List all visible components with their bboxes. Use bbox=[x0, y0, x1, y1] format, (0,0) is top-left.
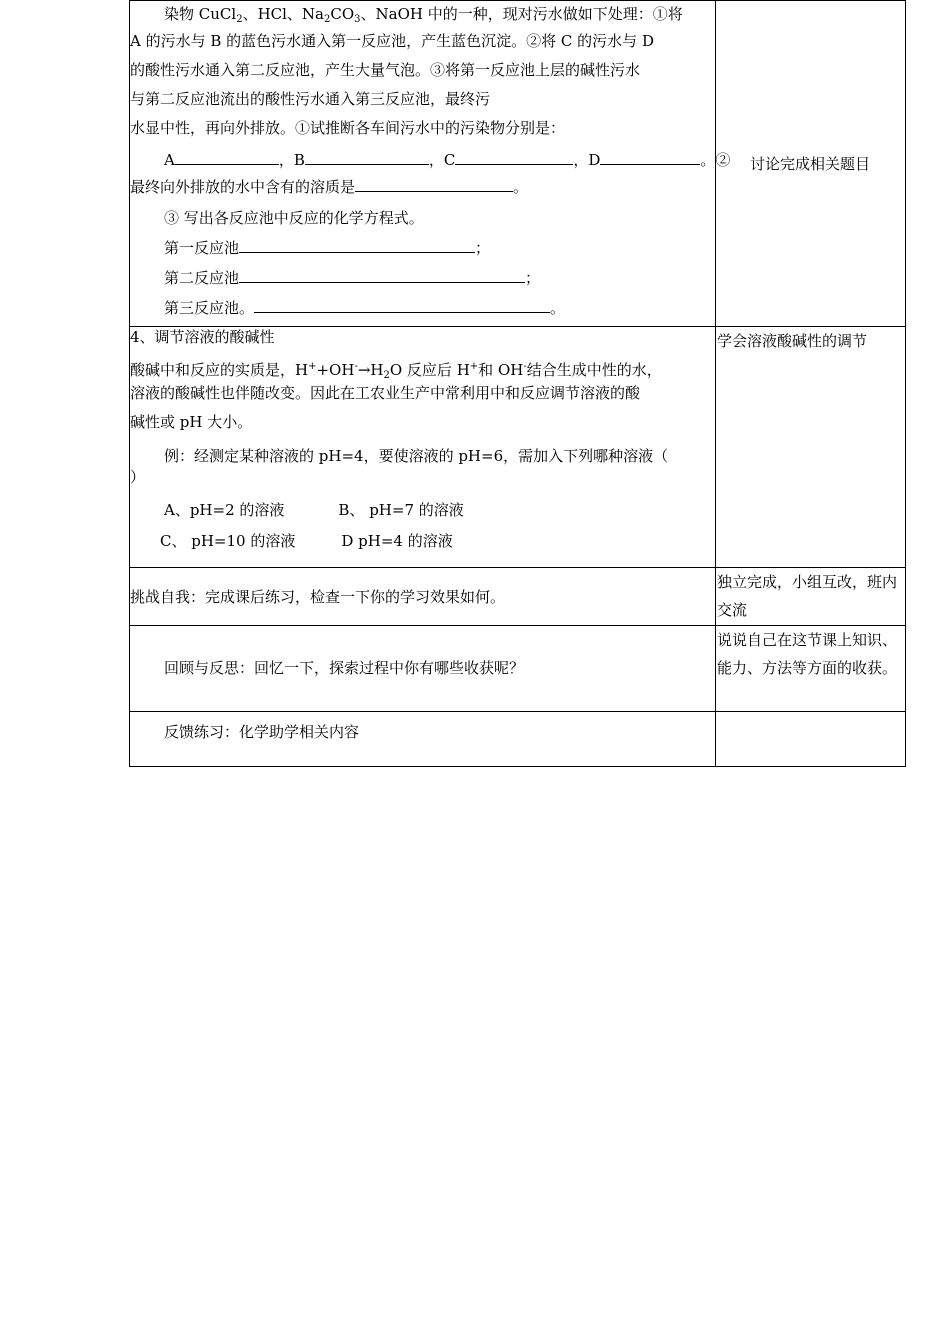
content-cell bbox=[130, 327, 716, 568]
text-line: C、 pH=10 的溶液 D pH=4 的溶液 bbox=[160, 532, 453, 550]
activity-text: 说说自己在这节课上知识、能力、方法等方面的收获。 bbox=[717, 631, 898, 677]
content-cell bbox=[130, 626, 716, 712]
answer-blank[interactable] bbox=[305, 146, 429, 165]
text-line: 的酸性污水通入第二反应池，产生大量气泡。③将第一反应池上层的碱性污水 bbox=[130, 61, 641, 79]
activity-cell bbox=[716, 626, 906, 712]
lesson-plan-sheet bbox=[129, 0, 905, 767]
activity-cell bbox=[716, 327, 906, 568]
superscript: - bbox=[354, 361, 358, 372]
text-line: 与第二反应池流出的酸性污水通入第三反应池，最终污 bbox=[130, 90, 491, 108]
table-row bbox=[130, 626, 906, 712]
content-cell bbox=[130, 1, 731, 327]
text-line: 反馈练习：化学助学相关内容 bbox=[164, 723, 360, 741]
content-cell bbox=[130, 712, 716, 767]
superscript: + bbox=[469, 361, 479, 372]
activity-text: 学会溶液酸碱性的调节 bbox=[717, 332, 868, 350]
text-line: 4、调节溶液的酸碱性 bbox=[130, 328, 275, 346]
text-line: 碱性或 pH 大小。 bbox=[130, 413, 253, 431]
activity-text: 独立完成，小组互改，班内交流 bbox=[717, 573, 898, 619]
table-row bbox=[130, 568, 906, 626]
lesson-table bbox=[129, 0, 906, 767]
text-line: 挑战自我：完成课后练习，检查一下你的学习效果如何。 bbox=[130, 587, 506, 606]
text-line: A ，B ，C ，D 。② bbox=[130, 143, 715, 173]
text-line: 回顾与反思：回忆一下，探索过程中你有哪些收获呢？ bbox=[164, 659, 525, 677]
answer-blank[interactable] bbox=[600, 146, 700, 165]
text-line: 例：经测定某种溶液的 pH=4，要使溶液的 pH=6，需加入下列哪种溶液（ bbox=[164, 447, 669, 465]
text-line: 最终向外排放的水中含有的溶质是 。 bbox=[130, 173, 715, 202]
text-line: 第一反应池 ； bbox=[130, 232, 715, 262]
table-row bbox=[130, 712, 906, 767]
answer-blank[interactable] bbox=[239, 234, 475, 253]
content-cell bbox=[130, 568, 716, 626]
subscript: 2 bbox=[324, 14, 331, 25]
text-line: 酸碱中和反应的实质是，$H^++OH^-\to H_2O$ 反应后 H+和 OH-结合生成中性的水， bbox=[130, 361, 662, 381]
subscript: 2 bbox=[383, 370, 390, 381]
activity-cell bbox=[716, 712, 906, 767]
text-line: 第三反应池。 。 bbox=[130, 292, 715, 322]
answer-blank[interactable] bbox=[175, 146, 279, 165]
superscript: + bbox=[308, 361, 317, 372]
subscript: 2 bbox=[236, 14, 243, 25]
table-bottom-rule bbox=[129, 766, 905, 767]
text-line: 水显中性，再向外排放。①试推断各车间污水中的污染物分别是： bbox=[130, 119, 566, 137]
table-row bbox=[130, 327, 906, 568]
table-row bbox=[130, 1, 906, 327]
text-line: 第二反应池 ； bbox=[130, 262, 715, 292]
activity-text: 讨论完成相关题目 bbox=[750, 154, 871, 173]
activity-cell bbox=[716, 1, 906, 327]
subscript: 3 bbox=[354, 14, 361, 25]
text-line: A 的污水与 B 的蓝色污水通入第一反应池，产生蓝色沉淀。②将 C 的污水与 D bbox=[130, 32, 654, 50]
answer-blank[interactable] bbox=[254, 294, 550, 313]
text-line: ③ 写出各反应池中反应的化学方程式。 bbox=[164, 209, 424, 227]
text-line: ） bbox=[130, 468, 146, 486]
text-line: 溶液的酸碱性也伴随改变。因此在工农业生产中常利用中和反应调节溶液的酸 bbox=[130, 384, 641, 402]
text-line: A、pH=2 的溶液 B、 pH=7 的溶液 bbox=[164, 501, 464, 519]
answer-blank[interactable] bbox=[239, 264, 525, 283]
superscript: - bbox=[523, 361, 527, 372]
answer-blank[interactable] bbox=[355, 173, 513, 192]
activity-cell bbox=[716, 568, 906, 626]
text-line: 染物 CuCl$_2$、HCl、$Na_2CO_3$、NaOH 中的一种，现对污水做如下处理：①将 bbox=[164, 5, 683, 25]
answer-blank[interactable] bbox=[455, 146, 573, 165]
